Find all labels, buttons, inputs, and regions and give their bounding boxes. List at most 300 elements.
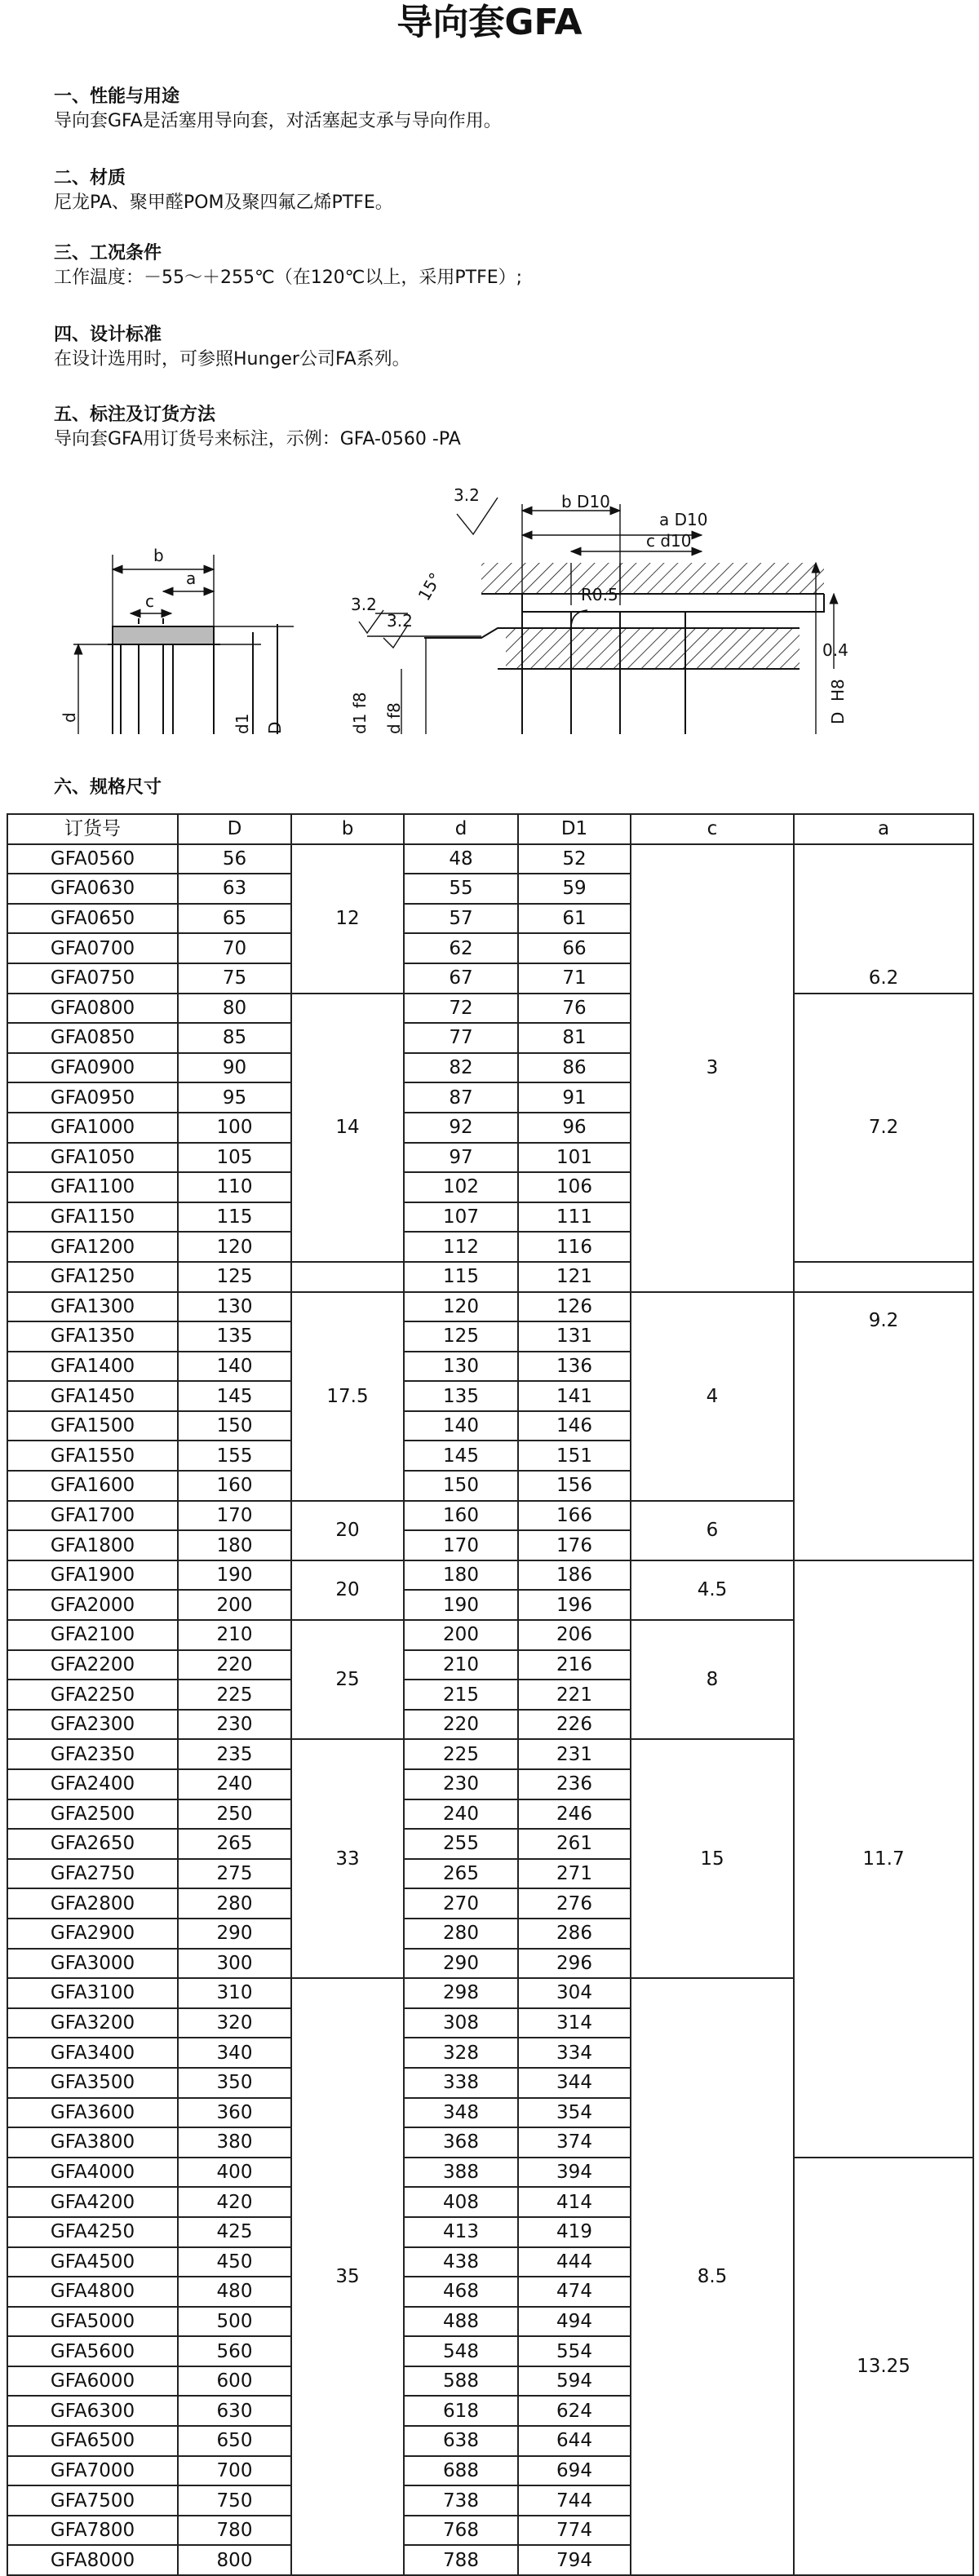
cell-d: 170: [404, 1530, 518, 1560]
cell-order-no: GFA4500: [7, 2247, 178, 2277]
cell-d: 788: [404, 2545, 518, 2575]
cell-D: 650: [178, 2426, 291, 2456]
cell-D1: 246: [518, 1799, 631, 1830]
cell-order-no: GFA2000: [7, 1590, 178, 1620]
cell-D: 135: [178, 1321, 291, 1352]
cell-d: 368: [404, 2127, 518, 2158]
cell-D: 600: [178, 2366, 291, 2397]
cell-d: 102: [404, 1172, 518, 1202]
cell-order-no: GFA7000: [7, 2456, 178, 2486]
cell-order-no: GFA2900: [7, 1919, 178, 1949]
section-body: 尼龙PA、聚甲醛POM及聚四氟乙烯PTFE。: [54, 193, 393, 213]
cell-D: 235: [178, 1739, 291, 1769]
section-body: 导向套GFA用订货号来标注，示例：GFA-0560 -PA: [54, 429, 461, 449]
cell-a: 7.2: [794, 994, 973, 1262]
right-installation-view: [359, 498, 834, 734]
cell-D: 380: [178, 2127, 291, 2158]
cell-order-no: GFA1900: [7, 1560, 178, 1591]
cell-order-no: GFA0630: [7, 874, 178, 904]
cell-d: 190: [404, 1590, 518, 1620]
cell-D: 800: [178, 2545, 291, 2575]
cell-order-no: GFA3200: [7, 2008, 178, 2038]
cell-a: 9.2: [794, 1292, 973, 1560]
cell-D: 210: [178, 1620, 291, 1650]
cell-b: 20: [291, 1560, 404, 1620]
cell-d: 408: [404, 2187, 518, 2217]
cell-d: 215: [404, 1680, 518, 1710]
cell-D: 780: [178, 2516, 291, 2546]
table-row: [7, 2158, 973, 2188]
cell-D1: 66: [518, 933, 631, 963]
cell-D1: 59: [518, 874, 631, 904]
cell-b: 25: [291, 1620, 404, 1739]
cell-D: 150: [178, 1411, 291, 1441]
cell-d: 265: [404, 1859, 518, 1889]
col-header-a: a: [794, 814, 973, 844]
cell-D1: 151: [518, 1441, 631, 1471]
cell-order-no: GFA4000: [7, 2158, 178, 2188]
cell-D1: 166: [518, 1501, 631, 1531]
cell-D1: 176: [518, 1530, 631, 1560]
cell-order-no: GFA4200: [7, 2187, 178, 2217]
cell-D: 480: [178, 2277, 291, 2307]
cell-D: 250: [178, 1799, 291, 1830]
cell-D: 450: [178, 2247, 291, 2277]
cell-D: 750: [178, 2485, 291, 2516]
cell-D1: 61: [518, 904, 631, 934]
cell-order-no: GFA1500: [7, 1411, 178, 1441]
cell-D1: 121: [518, 1262, 631, 1292]
cell-order-no: GFA6000: [7, 2366, 178, 2397]
cell-order-no: GFA0950: [7, 1082, 178, 1113]
cell-D1: 156: [518, 1471, 631, 1501]
cell-d: 308: [404, 2008, 518, 2038]
cell-order-no: GFA0750: [7, 963, 178, 994]
cell-b: 20: [291, 1501, 404, 1560]
section-heading: 一、性能与用途: [54, 86, 180, 107]
cell-D1: 131: [518, 1321, 631, 1352]
cell-D: 140: [178, 1352, 291, 1382]
cell-order-no: GFA0800: [7, 994, 178, 1024]
cell-d: 87: [404, 1082, 518, 1113]
cell-D1: 101: [518, 1143, 631, 1173]
dim-d: d: [60, 712, 79, 723]
cell-d: 140: [404, 1411, 518, 1441]
cell-D1: 314: [518, 2008, 631, 2038]
cell-D1: 694: [518, 2456, 631, 2486]
cell-order-no: GFA8000: [7, 2545, 178, 2575]
cell-D1: 52: [518, 844, 631, 874]
section-ordering: [54, 403, 461, 452]
cell-order-no: GFA2100: [7, 1620, 178, 1650]
cell-order-no: GFA0900: [7, 1053, 178, 1083]
cell-d: 115: [404, 1262, 518, 1292]
cell-order-no: GFA0850: [7, 1023, 178, 1053]
cell-D: 115: [178, 1202, 291, 1233]
cell-d: 125: [404, 1321, 518, 1352]
cell-D: 290: [178, 1919, 291, 1949]
dim-D-right: D: [828, 711, 848, 724]
cell-b: 12: [291, 844, 404, 994]
cell-d: 82: [404, 1053, 518, 1083]
cell-d: 328: [404, 2038, 518, 2068]
cell-d: 280: [404, 1919, 518, 1949]
cell-D: 130: [178, 1292, 291, 1322]
cell-d: 230: [404, 1769, 518, 1799]
cell-D1: 236: [518, 1769, 631, 1799]
cell-order-no: GFA1250: [7, 1262, 178, 1292]
cell-D1: 141: [518, 1381, 631, 1411]
cell-D1: 744: [518, 2485, 631, 2516]
cell-order-no: GFA2750: [7, 1859, 178, 1889]
page-title: 导向套GFA: [396, 2, 583, 43]
cell-D: 420: [178, 2187, 291, 2217]
cell-order-no: GFA6300: [7, 2396, 178, 2426]
cell-D: 220: [178, 1650, 291, 1680]
cell-d: 200: [404, 1620, 518, 1650]
cell-D1: 344: [518, 2068, 631, 2098]
cell-D: 350: [178, 2068, 291, 2098]
cell-D1: 794: [518, 2545, 631, 2575]
cell-order-no: GFA3100: [7, 1978, 178, 2008]
cell-order-no: GFA2800: [7, 1888, 178, 1919]
left-section-view: [73, 555, 294, 734]
cell-d: 270: [404, 1888, 518, 1919]
section-material: [54, 166, 393, 215]
cell-D1: 196: [518, 1590, 631, 1620]
table-row: [7, 844, 973, 874]
cell-d: 48: [404, 844, 518, 874]
cell-D1: 116: [518, 1232, 631, 1262]
cell-D: 230: [178, 1710, 291, 1740]
cell-order-no: GFA2250: [7, 1680, 178, 1710]
cell-b: 35: [291, 1978, 404, 2575]
cell-D: 275: [178, 1859, 291, 1889]
cell-D: 265: [178, 1829, 291, 1859]
cell-D1: 554: [518, 2336, 631, 2366]
cell-d: 92: [404, 1113, 518, 1143]
cell-order-no: GFA4800: [7, 2277, 178, 2307]
cell-D1: 419: [518, 2217, 631, 2247]
cell-order-no: GFA0560: [7, 844, 178, 874]
cell-D1: 216: [518, 1650, 631, 1680]
cell-D1: 374: [518, 2127, 631, 2158]
cell-d: 220: [404, 1710, 518, 1740]
cell-D1: 136: [518, 1352, 631, 1382]
cell-order-no: GFA2500: [7, 1799, 178, 1830]
cell-order-no: GFA1050: [7, 1143, 178, 1173]
cell-D1: 186: [518, 1560, 631, 1591]
cell-D: 200: [178, 1590, 291, 1620]
cell-d: 413: [404, 2217, 518, 2247]
cell-D: 340: [178, 2038, 291, 2068]
dim-c-d10: c d10: [646, 531, 692, 551]
section-heading: 四、设计标准: [54, 325, 162, 345]
cell-d: 120: [404, 1292, 518, 1322]
cell-d: 618: [404, 2396, 518, 2426]
cell-D: 180: [178, 1530, 291, 1560]
cell-D1: 304: [518, 1978, 631, 2008]
cell-order-no: GFA1150: [7, 1202, 178, 1233]
cell-d: 240: [404, 1799, 518, 1830]
section-heading: 五、标注及订货方法: [54, 405, 216, 425]
col-header-c: c: [631, 814, 794, 844]
cell-order-no: GFA1100: [7, 1172, 178, 1202]
cell-D: 155: [178, 1441, 291, 1471]
cell-D1: 494: [518, 2307, 631, 2337]
cell-c: 15: [631, 1739, 794, 1978]
cell-order-no: GFA4250: [7, 2217, 178, 2247]
cell-D: 75: [178, 963, 291, 994]
cell-D1: 774: [518, 2516, 631, 2546]
cell-D: 100: [178, 1113, 291, 1143]
cell-D1: 76: [518, 994, 631, 1024]
cell-order-no: GFA2300: [7, 1710, 178, 1740]
cell-order-no: GFA2350: [7, 1739, 178, 1769]
dim-angle: 15°: [414, 569, 446, 604]
cell-D: 560: [178, 2336, 291, 2366]
dim-r05: R0.5: [581, 585, 618, 604]
cell-d: 180: [404, 1560, 518, 1591]
cell-order-no: GFA2650: [7, 1829, 178, 1859]
section-usage: [54, 85, 502, 134]
cell-D1: 146: [518, 1411, 631, 1441]
cell-D: 125: [178, 1262, 291, 1292]
cell-order-no: GFA5600: [7, 2336, 178, 2366]
cell-order-no: GFA1550: [7, 1441, 178, 1471]
cell-D1: 206: [518, 1620, 631, 1650]
cell-D: 63: [178, 874, 291, 904]
cell-D: 240: [178, 1769, 291, 1799]
dim-b: b: [153, 546, 164, 565]
cell-D: 500: [178, 2307, 291, 2337]
cell-c: 3: [631, 844, 794, 1292]
roughness-3-2-mid: 3.2: [387, 611, 413, 631]
cell-D: 120: [178, 1232, 291, 1262]
section-heading: 三、工况条件: [54, 243, 162, 263]
section-body: 工作温度：－55～＋255℃（在120℃以上，采用PTFE）;: [54, 268, 523, 288]
cell-a: 6.2: [794, 844, 973, 994]
cell-D1: 444: [518, 2247, 631, 2277]
cell-order-no: GFA1000: [7, 1113, 178, 1143]
cell-D: 700: [178, 2456, 291, 2486]
cell-D: 310: [178, 1978, 291, 2008]
dim-b-d10: b D10: [561, 492, 610, 511]
table-header-row: [7, 814, 973, 844]
col-header-b: b: [291, 814, 404, 844]
cell-D1: 71: [518, 963, 631, 994]
cell-d: 97: [404, 1143, 518, 1173]
dim-d-f8: d f8: [384, 702, 404, 734]
cell-d: 638: [404, 2426, 518, 2456]
cell-D1: 644: [518, 2426, 631, 2456]
cell-d: 57: [404, 904, 518, 934]
cell-order-no: GFA0650: [7, 904, 178, 934]
cell-order-no: GFA3600: [7, 2098, 178, 2128]
cell-order-no: GFA1800: [7, 1530, 178, 1560]
cell-order-no: GFA1200: [7, 1232, 178, 1262]
cell-D1: 354: [518, 2098, 631, 2128]
cell-d: 160: [404, 1501, 518, 1531]
cell-d: 210: [404, 1650, 518, 1680]
cell-D1: 474: [518, 2277, 631, 2307]
cell-D: 425: [178, 2217, 291, 2247]
section-conditions: [54, 241, 522, 290]
dim-0-4: 0.4: [822, 640, 848, 660]
cell-d: 55: [404, 874, 518, 904]
dim-D: D: [265, 721, 285, 734]
cell-D: 170: [178, 1501, 291, 1531]
table-row: [7, 1292, 973, 1322]
cell-D: 320: [178, 2008, 291, 2038]
cell-D: 225: [178, 1680, 291, 1710]
col-header-D1: D1: [518, 814, 631, 844]
cell-D: 630: [178, 2396, 291, 2426]
cell-D: 400: [178, 2158, 291, 2188]
cell-order-no: GFA3500: [7, 2068, 178, 2098]
spec-table: [7, 813, 974, 2576]
cell-d: 72: [404, 994, 518, 1024]
cell-D1: 106: [518, 1172, 631, 1202]
cell-order-no: GFA5000: [7, 2307, 178, 2337]
cell-D: 280: [178, 1888, 291, 1919]
cell-D: 95: [178, 1082, 291, 1113]
cell-D1: 231: [518, 1739, 631, 1769]
cell-d: 77: [404, 1023, 518, 1053]
col-header-d: d: [404, 814, 518, 844]
cell-D1: 96: [518, 1113, 631, 1143]
cell-order-no: GFA7500: [7, 2485, 178, 2516]
cell-order-no: GFA6500: [7, 2426, 178, 2456]
roughness-3-2-left: 3.2: [351, 595, 377, 614]
cell-order-no: GFA0700: [7, 933, 178, 963]
technical-drawing: [0, 465, 979, 759]
cell-D: 90: [178, 1053, 291, 1083]
cell-b: 14: [291, 994, 404, 1262]
cell-D: 190: [178, 1560, 291, 1591]
cell-d: 225: [404, 1739, 518, 1769]
cell-d: 290: [404, 1949, 518, 1979]
cell-D1: 624: [518, 2396, 631, 2426]
col-header-order-no: 订货号: [7, 814, 178, 844]
cell-order-no: GFA1350: [7, 1321, 178, 1352]
dim-a-d10: a D10: [659, 510, 708, 529]
cell-d: 388: [404, 2158, 518, 2188]
cell-a: 11.7: [794, 1560, 973, 2158]
table-row: [7, 1560, 973, 1591]
cell-D1: 286: [518, 1919, 631, 1949]
cell-D1: 271: [518, 1859, 631, 1889]
cell-a: [794, 1262, 973, 1292]
cell-order-no: GFA1600: [7, 1471, 178, 1501]
cell-D1: 126: [518, 1292, 631, 1322]
cell-order-no: GFA7800: [7, 2516, 178, 2546]
table-row: [7, 994, 973, 1024]
table-row: [7, 1262, 973, 1292]
cell-d: 348: [404, 2098, 518, 2128]
dim-a: a: [186, 569, 197, 588]
cell-d: 67: [404, 963, 518, 994]
cell-order-no: GFA3000: [7, 1949, 178, 1979]
cell-D1: 91: [518, 1082, 631, 1113]
cell-D1: 111: [518, 1202, 631, 1233]
cell-d: 255: [404, 1829, 518, 1859]
cell-d: 468: [404, 2277, 518, 2307]
cell-D: 80: [178, 994, 291, 1024]
cell-c: 4.5: [631, 1560, 794, 1620]
cell-c: 4: [631, 1292, 794, 1501]
cell-d: 438: [404, 2247, 518, 2277]
cell-order-no: GFA1450: [7, 1381, 178, 1411]
cell-c: 6: [631, 1501, 794, 1560]
cell-d: 688: [404, 2456, 518, 2486]
section-body: 导向套GFA是活塞用导向套，对活塞起支承与导向作用。: [54, 111, 502, 131]
cell-d: 145: [404, 1441, 518, 1471]
cell-D: 65: [178, 904, 291, 934]
cell-d: 135: [404, 1381, 518, 1411]
cell-order-no: GFA1300: [7, 1292, 178, 1322]
cell-order-no: GFA2200: [7, 1650, 178, 1680]
cell-c: 8: [631, 1620, 794, 1739]
cell-d: 130: [404, 1352, 518, 1382]
cell-c: 8.5: [631, 1978, 794, 2575]
cell-d: 150: [404, 1471, 518, 1501]
section-standard: [54, 323, 410, 372]
section-heading: 二、材质: [54, 168, 126, 188]
roughness-3-2-top: 3.2: [454, 485, 480, 505]
cell-D: 85: [178, 1023, 291, 1053]
cell-D1: 334: [518, 2038, 631, 2068]
cell-d: 107: [404, 1202, 518, 1233]
dim-d1: d1: [233, 713, 252, 734]
cell-b: [291, 1262, 404, 1292]
cell-D1: 81: [518, 1023, 631, 1053]
cell-D: 56: [178, 844, 291, 874]
cell-d: 338: [404, 2068, 518, 2098]
cell-order-no: GFA1700: [7, 1501, 178, 1531]
cell-order-no: GFA1400: [7, 1352, 178, 1382]
cell-d: 548: [404, 2336, 518, 2366]
cell-d: 768: [404, 2516, 518, 2546]
table-body: [7, 844, 973, 2575]
cell-D: 300: [178, 1949, 291, 1979]
cell-D1: 414: [518, 2187, 631, 2217]
cell-D: 105: [178, 1143, 291, 1173]
cell-d: 488: [404, 2307, 518, 2337]
cell-d: 62: [404, 933, 518, 963]
cell-D1: 296: [518, 1949, 631, 1979]
dim-c: c: [145, 591, 154, 611]
cell-D: 70: [178, 933, 291, 963]
spec-heading: 六、规格尺寸: [54, 777, 162, 798]
cell-D1: 221: [518, 1680, 631, 1710]
cell-D: 360: [178, 2098, 291, 2128]
cell-a: 13.25: [794, 2158, 973, 2575]
cell-D1: 276: [518, 1888, 631, 1919]
col-header-D: D: [178, 814, 291, 844]
section-body: 在设计选用时，可参照Hunger公司FA系列。: [54, 349, 410, 370]
cell-D1: 594: [518, 2366, 631, 2397]
cell-D1: 226: [518, 1710, 631, 1740]
cell-D: 110: [178, 1172, 291, 1202]
cell-order-no: GFA3400: [7, 2038, 178, 2068]
cell-D: 160: [178, 1471, 291, 1501]
cell-D1: 394: [518, 2158, 631, 2188]
cell-b: 33: [291, 1739, 404, 1978]
cell-b: 17.5: [291, 1292, 404, 1501]
cell-d: 298: [404, 1978, 518, 2008]
cell-order-no: GFA3800: [7, 2127, 178, 2158]
